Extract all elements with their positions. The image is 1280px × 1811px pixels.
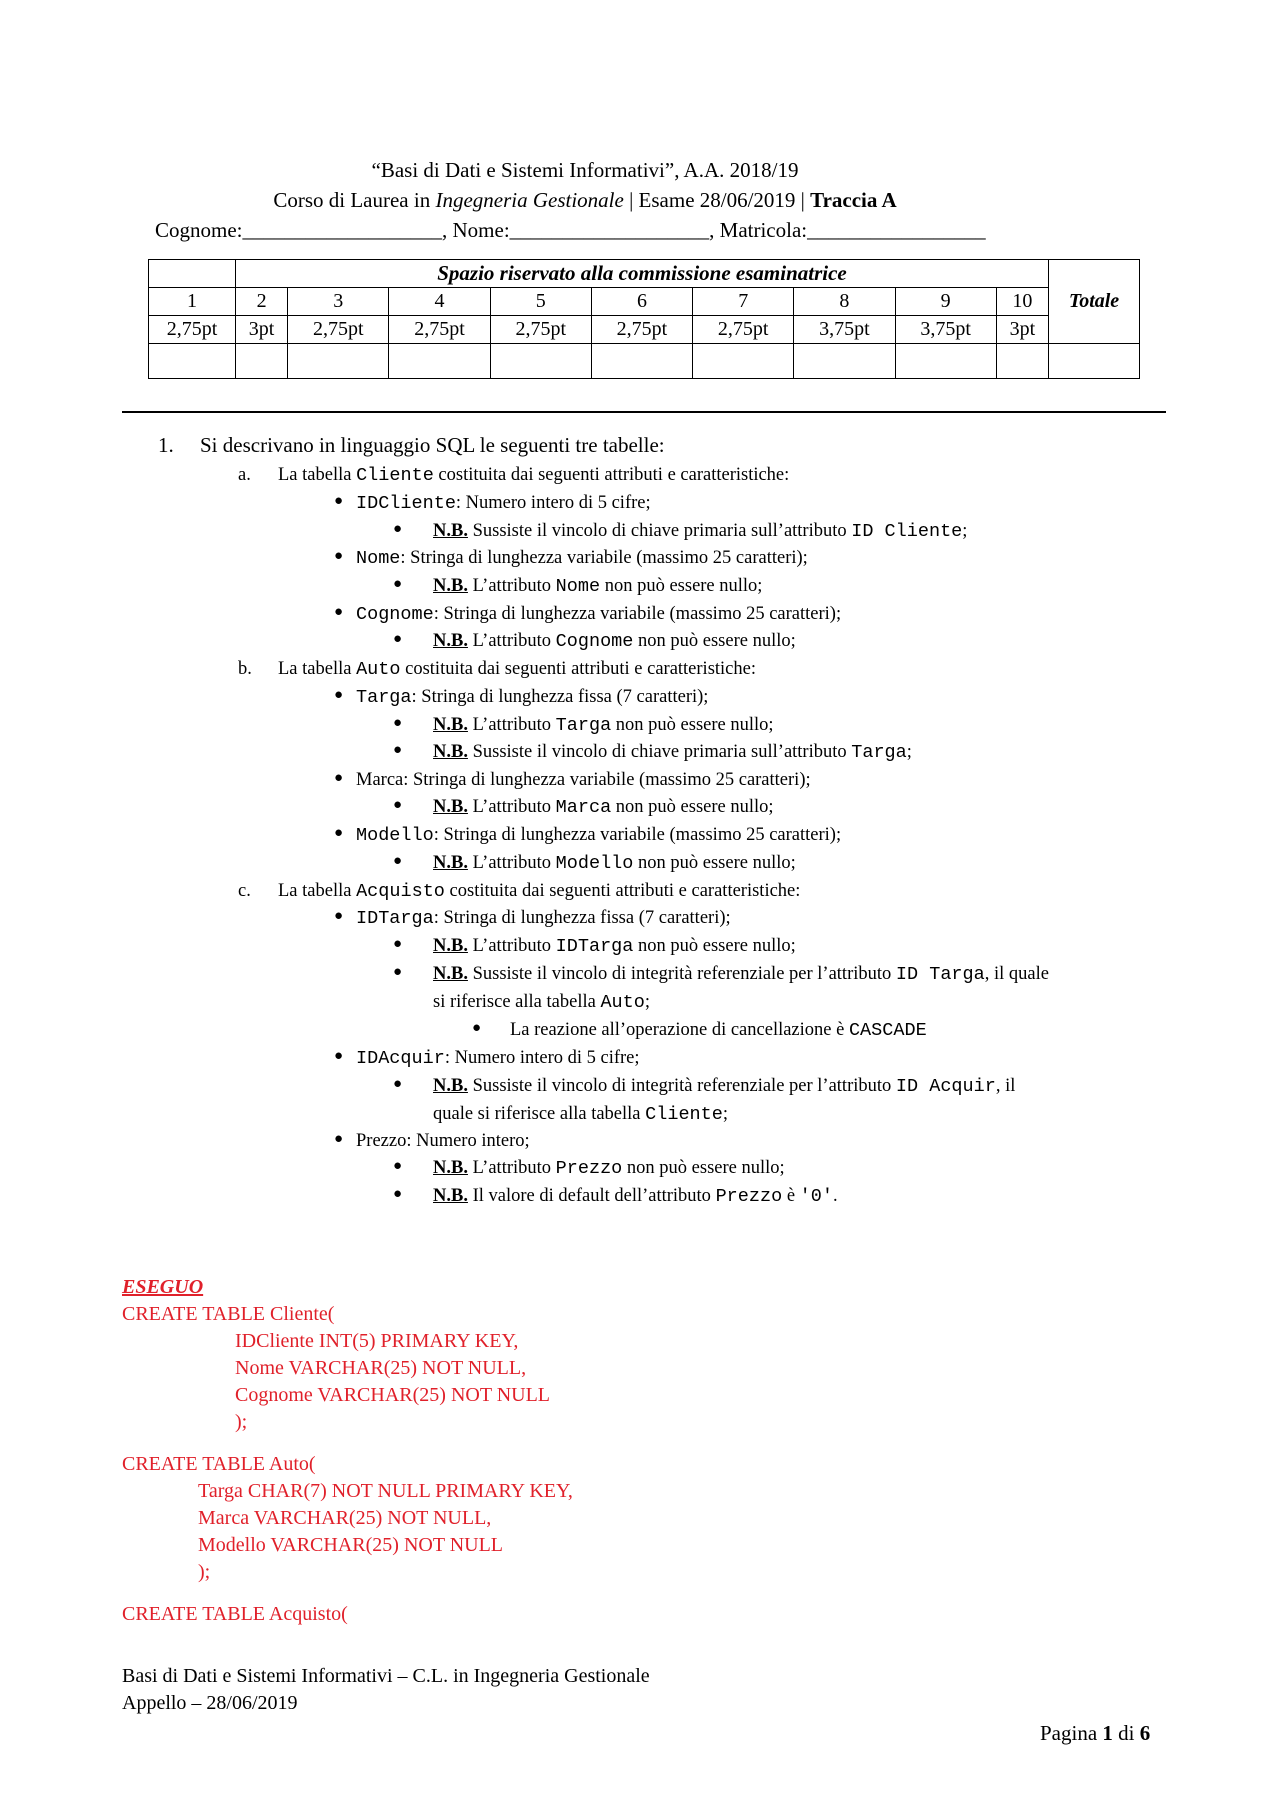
score-entry-row: [149, 344, 1140, 379]
score-cell: [236, 344, 288, 379]
bullet-icon: ●: [393, 797, 403, 813]
bullet-icon: ●: [393, 853, 403, 869]
signature-line: Cognome:___________________, Nome:___________________, Matricola:_________________: [155, 218, 986, 242]
note-idtarga-fk-cont: si riferisce alla tabella Auto;: [433, 992, 651, 1013]
footer-course: Basi di Dati e Sistemi Informativi – C.L. in Ingegneria Gestionale: [122, 1665, 650, 1687]
sql-line: Modello VARCHAR(25) NOT NULL: [198, 1534, 504, 1556]
degree-line: Corso di Laurea in Ingegneria Gestionale | Esame 28/06/2019 | Traccia A: [273, 188, 897, 212]
bullet-icon: ●: [334, 604, 344, 620]
question-points: 2,75pt: [389, 316, 490, 344]
bullet-icon: ●: [393, 521, 403, 537]
question-number: 6: [591, 288, 692, 316]
page-number: Pagina 1 di 6: [1040, 1721, 1151, 1745]
note-idtarga-fk: N.B. Sussiste il vincolo di integrità referenziale per l’attributo ID Targa, il quale: [433, 964, 1049, 985]
note-cognome: N.B. L’attributo Cognome non può essere nullo;: [433, 631, 796, 652]
note-nome: N.B. L’attributo Nome non può essere nullo;: [433, 576, 763, 597]
total-label: Totale: [1049, 260, 1140, 344]
question-points: 2,75pt: [149, 316, 236, 344]
bullet-icon: ●: [334, 687, 344, 703]
bullet-icon: ●: [334, 825, 344, 841]
table-acquisto-intro: La tabella Acquisto costituita dai seguenti attributi e caratteristiche:: [278, 881, 801, 902]
attr-idtarga: IDTarga: Stringa di lunghezza fissa (7 caratteri);: [356, 908, 731, 929]
question-number: 3: [288, 288, 389, 316]
attr-targa: Targa: Stringa di lunghezza fissa (7 caratteri);: [356, 687, 709, 708]
question-points: 2,75pt: [490, 316, 591, 344]
question-number-label: 1.: [158, 433, 174, 457]
course-title: “Basi di Dati e Sistemi Informativi”, A.A. 2018/19: [371, 158, 799, 182]
question-number: 2: [236, 288, 288, 316]
bullet-icon: ●: [393, 964, 403, 980]
bullet-icon: ●: [472, 1020, 482, 1036]
answer-title: ESEGUO: [122, 1276, 204, 1298]
score-cell: [591, 344, 692, 379]
question-number: 5: [490, 288, 591, 316]
question-number: 8: [794, 288, 895, 316]
bullet-icon: ●: [393, 715, 403, 731]
bullet-icon: ●: [334, 1048, 344, 1064]
note-idcliente: N.B. Sussiste il vincolo di chiave primaria sull’attributo ID Cliente;: [433, 521, 968, 542]
score-cell: [149, 344, 236, 379]
score-cell: [288, 344, 389, 379]
question-numbers-row: [149, 288, 1140, 316]
bullet-icon: ●: [334, 493, 344, 509]
bullet-icon: ●: [334, 548, 344, 564]
note-idacquir-fk-cont: quale si riferisce alla tabella Cliente;: [433, 1104, 728, 1125]
question-points: 2,75pt: [693, 316, 794, 344]
attr-prezzo: Prezzo: Numero intero;: [356, 1131, 530, 1151]
note-prezzo-notnull: N.B. L’attributo Prezzo non può essere nullo;: [433, 1158, 785, 1179]
question-points: 3,75pt: [794, 316, 895, 344]
bullet-icon: ●: [334, 770, 344, 786]
sql-line: Nome VARCHAR(25) NOT NULL,: [235, 1357, 527, 1379]
item-marker: b.: [238, 659, 252, 679]
note-marca: N.B. L’attributo Marca non può essere nullo;: [433, 797, 774, 818]
separator-rule: [122, 411, 1166, 413]
question-number: 1: [149, 288, 236, 316]
question-points: 3,75pt: [895, 316, 996, 344]
note-targa-notnull: N.B. L’attributo Targa non può essere nullo;: [433, 715, 774, 736]
question-points: 3pt: [236, 316, 288, 344]
bullet-icon: ●: [393, 1186, 403, 1202]
score-cell: [693, 344, 794, 379]
score-cell: [490, 344, 591, 379]
table-cliente-intro: La tabella Cliente costituita dai seguenti attributi e caratteristiche:: [278, 465, 790, 486]
score-cell: [794, 344, 895, 379]
question-points: 3pt: [996, 316, 1048, 344]
attr-cognome: Cognome: Stringa di lunghezza variabile (massimo 25 caratteri);: [356, 604, 842, 625]
note-targa-pk: N.B. Sussiste il vincolo di chiave primaria sull’attributo Targa;: [433, 742, 912, 763]
page-footer: [122, 1663, 650, 1717]
question-number: 7: [693, 288, 794, 316]
question-number: 4: [389, 288, 490, 316]
sql-line: CREATE TABLE Cliente(: [122, 1303, 335, 1325]
item-marker: a.: [238, 465, 251, 485]
note-cascade: La reazione all’operazione di cancellazione è CASCADE: [510, 1020, 927, 1041]
note-idtarga-notnull: N.B. L’attributo IDTarga non può essere nullo;: [433, 936, 796, 957]
footer-date: Appello – 28/06/2019: [122, 1692, 298, 1714]
score-cell: [389, 344, 490, 379]
sql-line: Marca VARCHAR(25) NOT NULL,: [198, 1507, 492, 1529]
attr-nome: Nome: Stringa di lunghezza variabile (massimo 25 caratteri);: [356, 548, 808, 569]
sql-line: );: [198, 1561, 211, 1583]
attr-marca: Marca: Stringa di lunghezza variabile (massimo 25 caratteri);: [356, 770, 811, 790]
question-text: Si descrivano in linguaggio SQL le seguenti tre tabelle:: [200, 433, 665, 457]
sql-line: Targa CHAR(7) NOT NULL PRIMARY KEY,: [198, 1480, 573, 1502]
bullet-icon: ●: [393, 576, 403, 592]
score-cell: [895, 344, 996, 379]
score-cell: [996, 344, 1048, 379]
bullet-icon: ●: [393, 1158, 403, 1174]
note-idacquir-fk: N.B. Sussiste il vincolo di integrità referenziale per l’attributo ID Acquir, il: [433, 1076, 1016, 1097]
question-points: 2,75pt: [288, 316, 389, 344]
attr-modello: Modello: Stringa di lunghezza variabile (massimo 25 caratteri);: [356, 825, 842, 846]
item-marker: c.: [238, 881, 251, 901]
score-table-corner: [149, 260, 236, 288]
sql-line: IDCliente INT(5) PRIMARY KEY,: [235, 1330, 519, 1352]
score-cell-total: [1049, 344, 1140, 379]
score-table-title: Spazio riservato alla commissione esaminatrice: [236, 260, 1049, 288]
bullet-icon: ●: [393, 936, 403, 952]
document-header: [0, 155, 1170, 245]
note-prezzo-default: N.B. Il valore di default dell’attributo Prezzo è '0'.: [433, 1186, 838, 1207]
table-auto-intro: La tabella Auto costituita dai seguenti attributi e caratteristiche:: [278, 659, 756, 680]
attr-idacquir: IDAcquir: Numero intero di 5 cifre;: [356, 1048, 640, 1069]
sql-line: Cognome VARCHAR(25) NOT NULL: [235, 1384, 551, 1406]
bullet-icon: ●: [393, 1076, 403, 1092]
question-points-row: [149, 316, 1140, 344]
bullet-icon: ●: [393, 631, 403, 647]
bullet-icon: ●: [393, 742, 403, 758]
note-modello: N.B. L’attributo Modello non può essere nullo;: [433, 853, 796, 874]
question-number: 10: [996, 288, 1048, 316]
score-table: [148, 259, 1140, 379]
attr-idcliente: IDCliente: Numero intero di 5 cifre;: [356, 493, 651, 514]
sql-line: CREATE TABLE Acquisto(: [122, 1603, 348, 1625]
bullet-icon: ●: [334, 1131, 344, 1147]
question-points: 2,75pt: [591, 316, 692, 344]
bullet-icon: ●: [334, 908, 344, 924]
sql-line: CREATE TABLE Auto(: [122, 1453, 316, 1475]
question-number: 9: [895, 288, 996, 316]
sql-line: );: [235, 1411, 248, 1433]
